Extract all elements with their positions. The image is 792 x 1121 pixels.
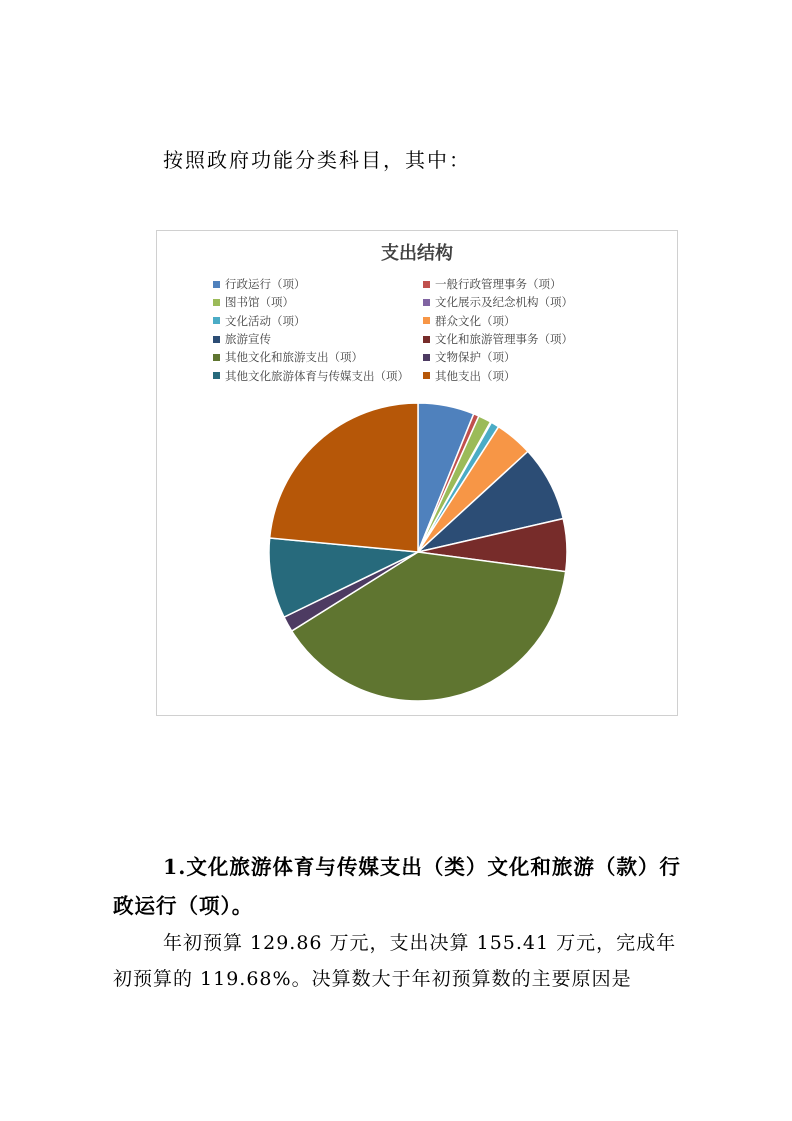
section-paragraph-line2: 初预算的 119.68%。决算数大于年初预算数的主要原因是 [113, 968, 632, 990]
expenditure-pie-chart [156, 230, 678, 716]
section-heading-line2: 政运行（项）。 [113, 894, 254, 918]
chart-title: 支出结构 [381, 243, 453, 264]
legend-label: 文化展示及纪念机构（项） [435, 295, 573, 310]
legend-label: 图书馆（项） [225, 295, 294, 310]
pie-plot [157, 231, 677, 715]
legend-label: 文物保护（项） [435, 350, 516, 365]
intro-text: 按照政府功能分类科目，其中： [163, 148, 471, 172]
legend-label: 其他文化和旅游支出（项） [225, 350, 363, 365]
legend-label: 群众文化（项） [435, 313, 516, 328]
section-heading-line1: 1.文化旅游体育与传媒支出（类）文化和旅游（款）行 [163, 855, 681, 879]
legend-label: 文化活动（项） [225, 313, 306, 328]
pie-slice [270, 403, 418, 552]
legend-label: 行政运行（项） [225, 277, 306, 292]
legend-label: 旅游宣传 [225, 332, 271, 347]
section-paragraph-line1: 年初预算 129.86 万元，支出决算 155.41 万元，完成年 [163, 932, 677, 954]
legend-label: 一般行政管理事务（项） [435, 277, 562, 292]
legend-label: 其他支出（项） [435, 368, 516, 383]
legend-label: 其他文化旅游体育与传媒支出（项） [225, 368, 409, 383]
legend-label: 文化和旅游管理事务（项） [435, 332, 573, 347]
